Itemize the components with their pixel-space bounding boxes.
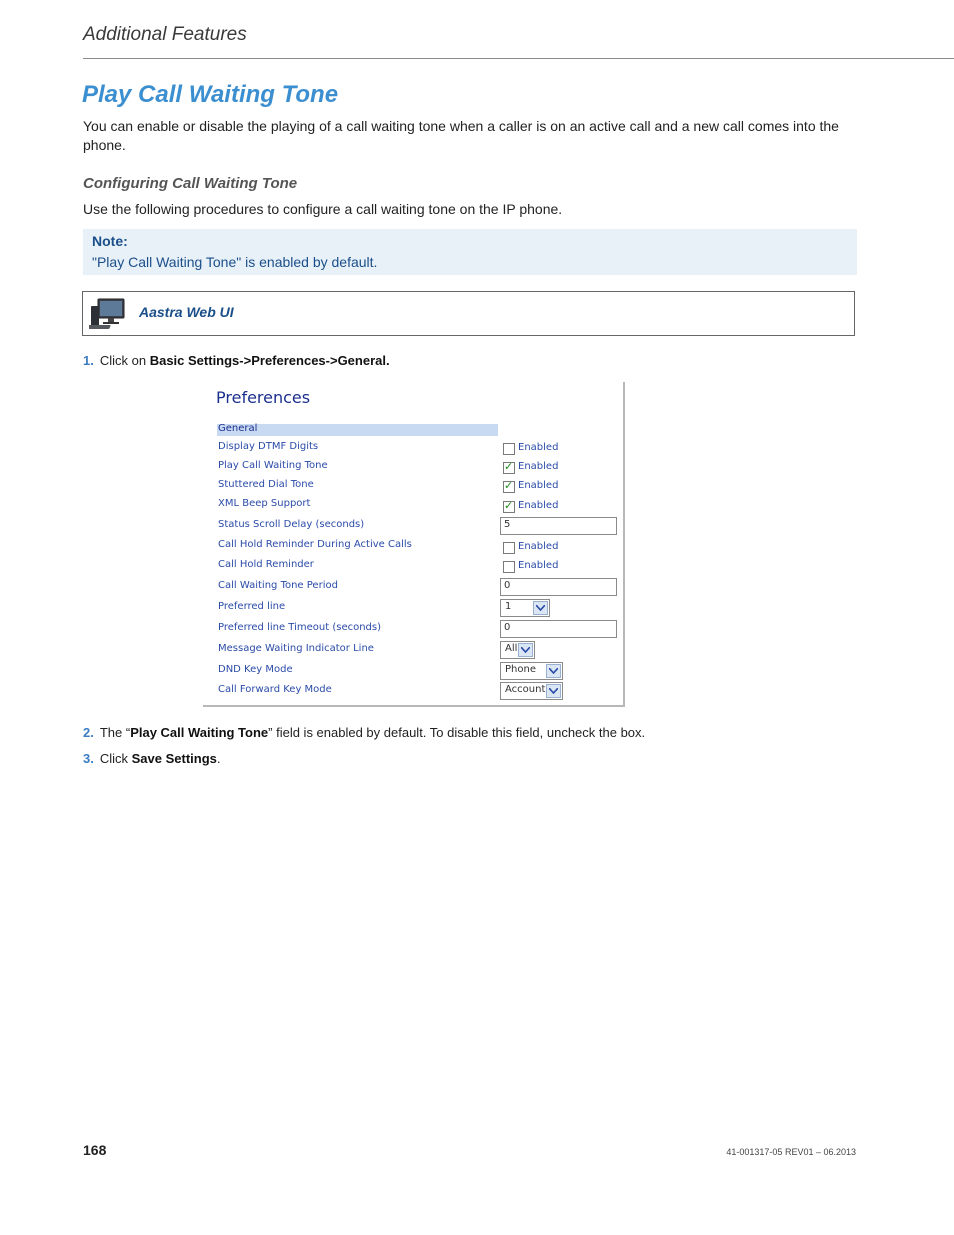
web-ui-label: Aastra Web UI — [139, 304, 234, 320]
pref-label-xml-beep-support: XML Beep Support — [218, 498, 311, 509]
web-ui-box — [82, 291, 855, 336]
pref-input-status-scroll-delay[interactable]: 5 — [500, 517, 617, 535]
general-section-label: General — [218, 423, 258, 434]
pref-label-call-hold-reminder-during-active-calls: Call Hold Reminder During Active Calls — [218, 539, 412, 550]
checkbox-checked[interactable] — [503, 462, 515, 474]
pref-select-message-waiting-indicator-line[interactable]: All — [500, 641, 535, 659]
checkbox-unchecked[interactable] — [503, 561, 515, 573]
step-3: 3. Click Save Settings. — [83, 751, 221, 766]
page-title: Play Call Waiting Tone — [82, 81, 339, 108]
chevron-down-icon[interactable] — [533, 601, 548, 615]
step-1: 1. Click on Basic Settings->Preferences->General. — [83, 353, 390, 368]
note-label: Note: — [92, 233, 128, 249]
computer-monitor-icon — [89, 297, 127, 331]
pref-label-preferred-line-timeout: Preferred line Timeout (seconds) — [218, 622, 382, 633]
pref-select-dnd-key-mode[interactable]: Phone — [500, 662, 563, 680]
chevron-down-icon[interactable] — [546, 684, 561, 698]
checkbox-unchecked[interactable] — [503, 542, 515, 554]
pref-label-call-waiting-tone-period: Call Waiting Tone Period — [218, 580, 338, 591]
pref-label-display-dtmf-digits: Display DTMF Digits — [218, 441, 319, 452]
pref-input-call-waiting-tone-period[interactable]: 0 — [500, 578, 617, 596]
step-2: 2. The “Play Call Waiting Tone” field is enabled by default. To disable this field, uncheck the box. — [83, 725, 646, 740]
intro-paragraph: You can enable or disable the playing of a call waiting tone when a caller is on an active call and a new call comes into the phone. — [83, 118, 839, 153]
document-id: 41-001317-05 REV01 – 06.2013 — [726, 1147, 856, 1157]
chevron-down-icon[interactable] — [546, 664, 561, 678]
page-number: 168 — [83, 1142, 107, 1158]
preferences-title: Preferences — [216, 388, 311, 407]
pref-label-play-call-waiting-tone: Play Call Waiting Tone — [218, 460, 328, 471]
pref-label-stuttered-dial-tone: Stuttered Dial Tone — [218, 479, 314, 490]
preferences-screenshot: Preferences General Display DTMF Digits Enabled Play Call Waiting Tone ✓ Enabled Stuttered Dial Tone ✓ Enabled XML Beep Support ✓ Enabled Status Scroll Delay (seconds) 5 Call Hold Reminder During Active Calls Enabled Call Hold Reminder Enabled Call Waiting Tone Period 0 Preferred line 1 Preferred line Timeout (seconds) 0 Message Waiting Indicator Line All DND Key Mode Phone Call Forward Key Mode Account — [203, 382, 625, 707]
pref-label-call-forward-key-mode: Call Forward Key Mode — [218, 684, 332, 695]
checkbox-unchecked[interactable] — [503, 443, 515, 455]
pref-label-message-waiting-indicator-line: Message Waiting Indicator Line — [218, 643, 374, 654]
pref-select-preferred-line[interactable]: 1 — [500, 599, 550, 617]
pref-label-preferred-line: Preferred line — [218, 601, 286, 612]
checkbox-checked[interactable] — [503, 501, 515, 513]
chevron-down-icon[interactable] — [518, 643, 533, 657]
pref-input-preferred-line-timeout[interactable]: 0 — [500, 620, 617, 638]
subheading: Configuring Call Waiting Tone — [83, 175, 298, 192]
note-text: "Play Call Waiting Tone" is enabled by default. — [92, 254, 378, 270]
section-header: Additional Features — [83, 24, 247, 45]
pref-label-status-scroll-delay: Status Scroll Delay (seconds) — [218, 519, 365, 530]
pref-label-call-hold-reminder: Call Hold Reminder — [218, 559, 314, 570]
checkbox-checked[interactable] — [503, 481, 515, 493]
pref-label-dnd-key-mode: DND Key Mode — [218, 664, 293, 675]
header-rule — [83, 58, 954, 59]
general-section-bar — [217, 424, 498, 436]
note-box — [83, 229, 857, 275]
procedure-intro: Use the following procedures to configure a call waiting tone on the IP phone. — [83, 201, 563, 217]
pref-select-call-forward-key-mode[interactable]: Account — [500, 682, 563, 700]
